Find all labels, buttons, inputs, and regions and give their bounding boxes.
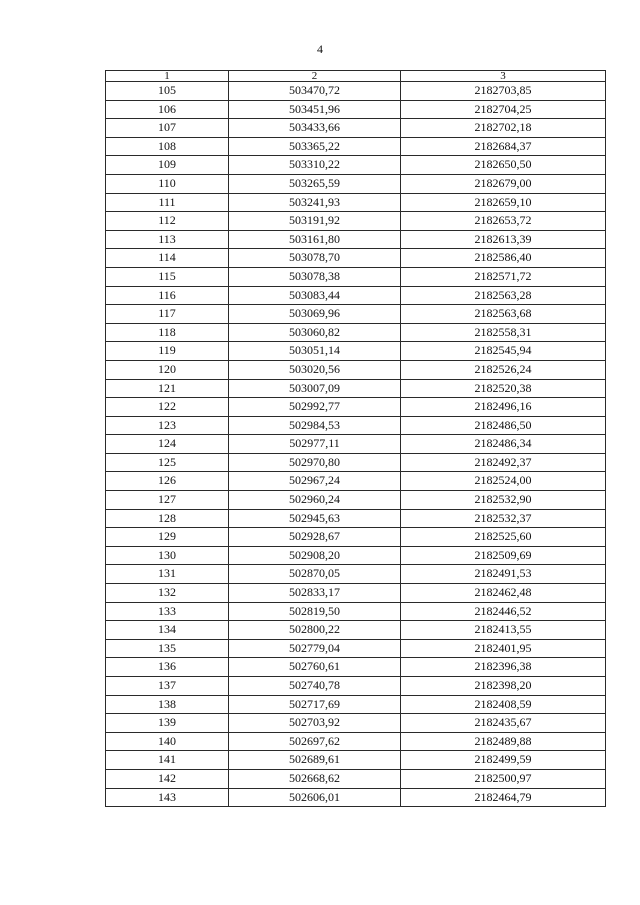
table-row (106, 602, 606, 621)
y-coordinate-cell: 2182520,38 (401, 379, 606, 398)
point-number-cell: 117 (106, 305, 229, 324)
point-number-cell: 118 (106, 323, 229, 342)
point-number-cell: 111 (106, 193, 229, 212)
table-row (106, 342, 606, 361)
point-number-cell: 124 (106, 435, 229, 454)
table-row (106, 323, 606, 342)
table-row (106, 379, 606, 398)
point-number-cell: 137 (106, 677, 229, 696)
y-coordinate-cell: 2182702,18 (401, 119, 606, 138)
y-coordinate-cell: 2182563,68 (401, 305, 606, 324)
y-coordinate-cell: 2182571,72 (401, 267, 606, 286)
y-coordinate-cell: 2182703,85 (401, 82, 606, 101)
table-row (106, 528, 606, 547)
y-coordinate-cell: 2182558,31 (401, 323, 606, 342)
x-coordinate-cell: 502992,77 (229, 398, 401, 417)
table-row (106, 565, 606, 584)
y-coordinate-cell: 2182401,95 (401, 639, 606, 658)
point-number-cell: 126 (106, 472, 229, 491)
x-coordinate-cell: 503310,22 (229, 156, 401, 175)
y-coordinate-cell: 2182524,00 (401, 472, 606, 491)
y-coordinate-cell: 2182396,38 (401, 658, 606, 677)
y-coordinate-cell: 2182486,50 (401, 416, 606, 435)
y-coordinate-cell: 2182525,60 (401, 528, 606, 547)
point-number-cell: 105 (106, 82, 229, 101)
y-coordinate-cell: 2182509,69 (401, 546, 606, 565)
x-coordinate-cell: 503020,56 (229, 360, 401, 379)
point-number-cell: 123 (106, 416, 229, 435)
point-number-cell: 106 (106, 100, 229, 119)
point-number-cell: 138 (106, 695, 229, 714)
y-coordinate-cell: 2182462,48 (401, 584, 606, 603)
y-coordinate-cell: 2182650,50 (401, 156, 606, 175)
y-coordinate-cell: 2182499,59 (401, 751, 606, 770)
table-row (106, 491, 606, 510)
x-coordinate-cell: 502977,11 (229, 435, 401, 454)
x-coordinate-cell: 503241,93 (229, 193, 401, 212)
y-coordinate-cell: 2182532,90 (401, 491, 606, 510)
x-coordinate-cell: 503470,72 (229, 82, 401, 101)
x-coordinate-cell: 502800,22 (229, 621, 401, 640)
column-header-3: 3 (401, 71, 606, 82)
table-row (106, 769, 606, 788)
point-number-cell: 122 (106, 398, 229, 417)
table-row (106, 621, 606, 640)
point-number-cell: 113 (106, 230, 229, 249)
table-row (106, 732, 606, 751)
table-row (106, 751, 606, 770)
x-coordinate-cell: 502984,53 (229, 416, 401, 435)
point-number-cell: 121 (106, 379, 229, 398)
x-coordinate-cell: 503051,14 (229, 342, 401, 361)
x-coordinate-cell: 503007,09 (229, 379, 401, 398)
y-coordinate-cell: 2182413,55 (401, 621, 606, 640)
table-row (106, 584, 606, 603)
table-row (106, 435, 606, 454)
table-row (106, 658, 606, 677)
table-row (106, 174, 606, 193)
x-coordinate-cell: 503365,22 (229, 137, 401, 156)
point-number-cell: 140 (106, 732, 229, 751)
table-row (106, 286, 606, 305)
table-body (106, 82, 606, 807)
x-coordinate-cell: 503161,80 (229, 230, 401, 249)
y-coordinate-cell: 2182679,00 (401, 174, 606, 193)
x-coordinate-cell: 502945,63 (229, 509, 401, 528)
column-header-2: 2 (229, 71, 401, 82)
y-coordinate-cell: 2182704,25 (401, 100, 606, 119)
x-coordinate-cell: 503433,66 (229, 119, 401, 138)
table-row (106, 472, 606, 491)
y-coordinate-cell: 2182526,24 (401, 360, 606, 379)
y-coordinate-cell: 2182446,52 (401, 602, 606, 621)
y-coordinate-cell: 2182613,39 (401, 230, 606, 249)
x-coordinate-cell: 502928,67 (229, 528, 401, 547)
point-number-cell: 112 (106, 212, 229, 231)
table-row (106, 156, 606, 175)
table-row (106, 788, 606, 807)
coordinates-table (105, 70, 606, 807)
table-row (106, 82, 606, 101)
y-coordinate-cell: 2182500,97 (401, 769, 606, 788)
point-number-cell: 133 (106, 602, 229, 621)
point-number-cell: 130 (106, 546, 229, 565)
y-coordinate-cell: 2182659,10 (401, 193, 606, 212)
y-coordinate-cell: 2182486,34 (401, 435, 606, 454)
point-number-cell: 131 (106, 565, 229, 584)
table-row (106, 398, 606, 417)
x-coordinate-cell: 502717,69 (229, 695, 401, 714)
table-row (106, 193, 606, 212)
x-coordinate-cell: 502970,80 (229, 453, 401, 472)
table-row (106, 100, 606, 119)
point-number-cell: 136 (106, 658, 229, 677)
x-coordinate-cell: 502740,78 (229, 677, 401, 696)
x-coordinate-cell: 503191,92 (229, 212, 401, 231)
x-coordinate-cell: 503060,82 (229, 323, 401, 342)
y-coordinate-cell: 2182653,72 (401, 212, 606, 231)
point-number-cell: 114 (106, 249, 229, 268)
table-row (106, 137, 606, 156)
x-coordinate-cell: 502697,62 (229, 732, 401, 751)
table-row (106, 695, 606, 714)
table-row (106, 639, 606, 658)
x-coordinate-cell: 502760,61 (229, 658, 401, 677)
point-number-cell: 139 (106, 714, 229, 733)
y-coordinate-cell: 2182398,20 (401, 677, 606, 696)
x-coordinate-cell: 502689,61 (229, 751, 401, 770)
table-row (106, 509, 606, 528)
table-row (106, 119, 606, 138)
y-coordinate-cell: 2182492,37 (401, 453, 606, 472)
point-number-cell: 125 (106, 453, 229, 472)
table-row (106, 546, 606, 565)
point-number-cell: 109 (106, 156, 229, 175)
x-coordinate-cell: 502908,20 (229, 546, 401, 565)
table-row (106, 416, 606, 435)
y-coordinate-cell: 2182532,37 (401, 509, 606, 528)
y-coordinate-cell: 2182489,88 (401, 732, 606, 751)
x-coordinate-cell: 502960,24 (229, 491, 401, 510)
point-number-cell: 132 (106, 584, 229, 603)
x-coordinate-cell: 502703,92 (229, 714, 401, 733)
table-row (106, 677, 606, 696)
x-coordinate-cell: 503083,44 (229, 286, 401, 305)
x-coordinate-cell: 502833,17 (229, 584, 401, 603)
point-number-cell: 107 (106, 119, 229, 138)
table-row (106, 305, 606, 324)
point-number-cell: 110 (106, 174, 229, 193)
y-coordinate-cell: 2182545,94 (401, 342, 606, 361)
y-coordinate-cell: 2182563,28 (401, 286, 606, 305)
point-number-cell: 141 (106, 751, 229, 770)
x-coordinate-cell: 502779,04 (229, 639, 401, 658)
point-number-cell: 129 (106, 528, 229, 547)
table-row (106, 249, 606, 268)
table-row (106, 714, 606, 733)
x-coordinate-cell: 503451,96 (229, 100, 401, 119)
x-coordinate-cell: 502819,50 (229, 602, 401, 621)
point-number-cell: 116 (106, 286, 229, 305)
x-coordinate-cell: 502606,01 (229, 788, 401, 807)
table-row (106, 230, 606, 249)
point-number-cell: 120 (106, 360, 229, 379)
x-coordinate-cell: 502967,24 (229, 472, 401, 491)
y-coordinate-cell: 2182464,79 (401, 788, 606, 807)
x-coordinate-cell: 503069,96 (229, 305, 401, 324)
point-number-cell: 143 (106, 788, 229, 807)
y-coordinate-cell: 2182586,40 (401, 249, 606, 268)
table-row (106, 360, 606, 379)
y-coordinate-cell: 2182408,59 (401, 695, 606, 714)
y-coordinate-cell: 2182491,53 (401, 565, 606, 584)
x-coordinate-cell: 502870,05 (229, 565, 401, 584)
point-number-cell: 134 (106, 621, 229, 640)
point-number-cell: 115 (106, 267, 229, 286)
point-number-cell: 128 (106, 509, 229, 528)
point-number-cell: 127 (106, 491, 229, 510)
x-coordinate-cell: 503265,59 (229, 174, 401, 193)
column-header-1: 1 (106, 71, 229, 82)
x-coordinate-cell: 503078,70 (229, 249, 401, 268)
page-number: 4 (317, 42, 323, 56)
y-coordinate-cell: 2182435,67 (401, 714, 606, 733)
x-coordinate-cell: 503078,38 (229, 267, 401, 286)
point-number-cell: 142 (106, 769, 229, 788)
table-row (106, 453, 606, 472)
table-row (106, 212, 606, 231)
point-number-cell: 135 (106, 639, 229, 658)
y-coordinate-cell: 2182684,37 (401, 137, 606, 156)
table-row (106, 267, 606, 286)
y-coordinate-cell: 2182496,16 (401, 398, 606, 417)
table-header-row (106, 71, 606, 82)
x-coordinate-cell: 502668,62 (229, 769, 401, 788)
point-number-cell: 119 (106, 342, 229, 361)
point-number-cell: 108 (106, 137, 229, 156)
